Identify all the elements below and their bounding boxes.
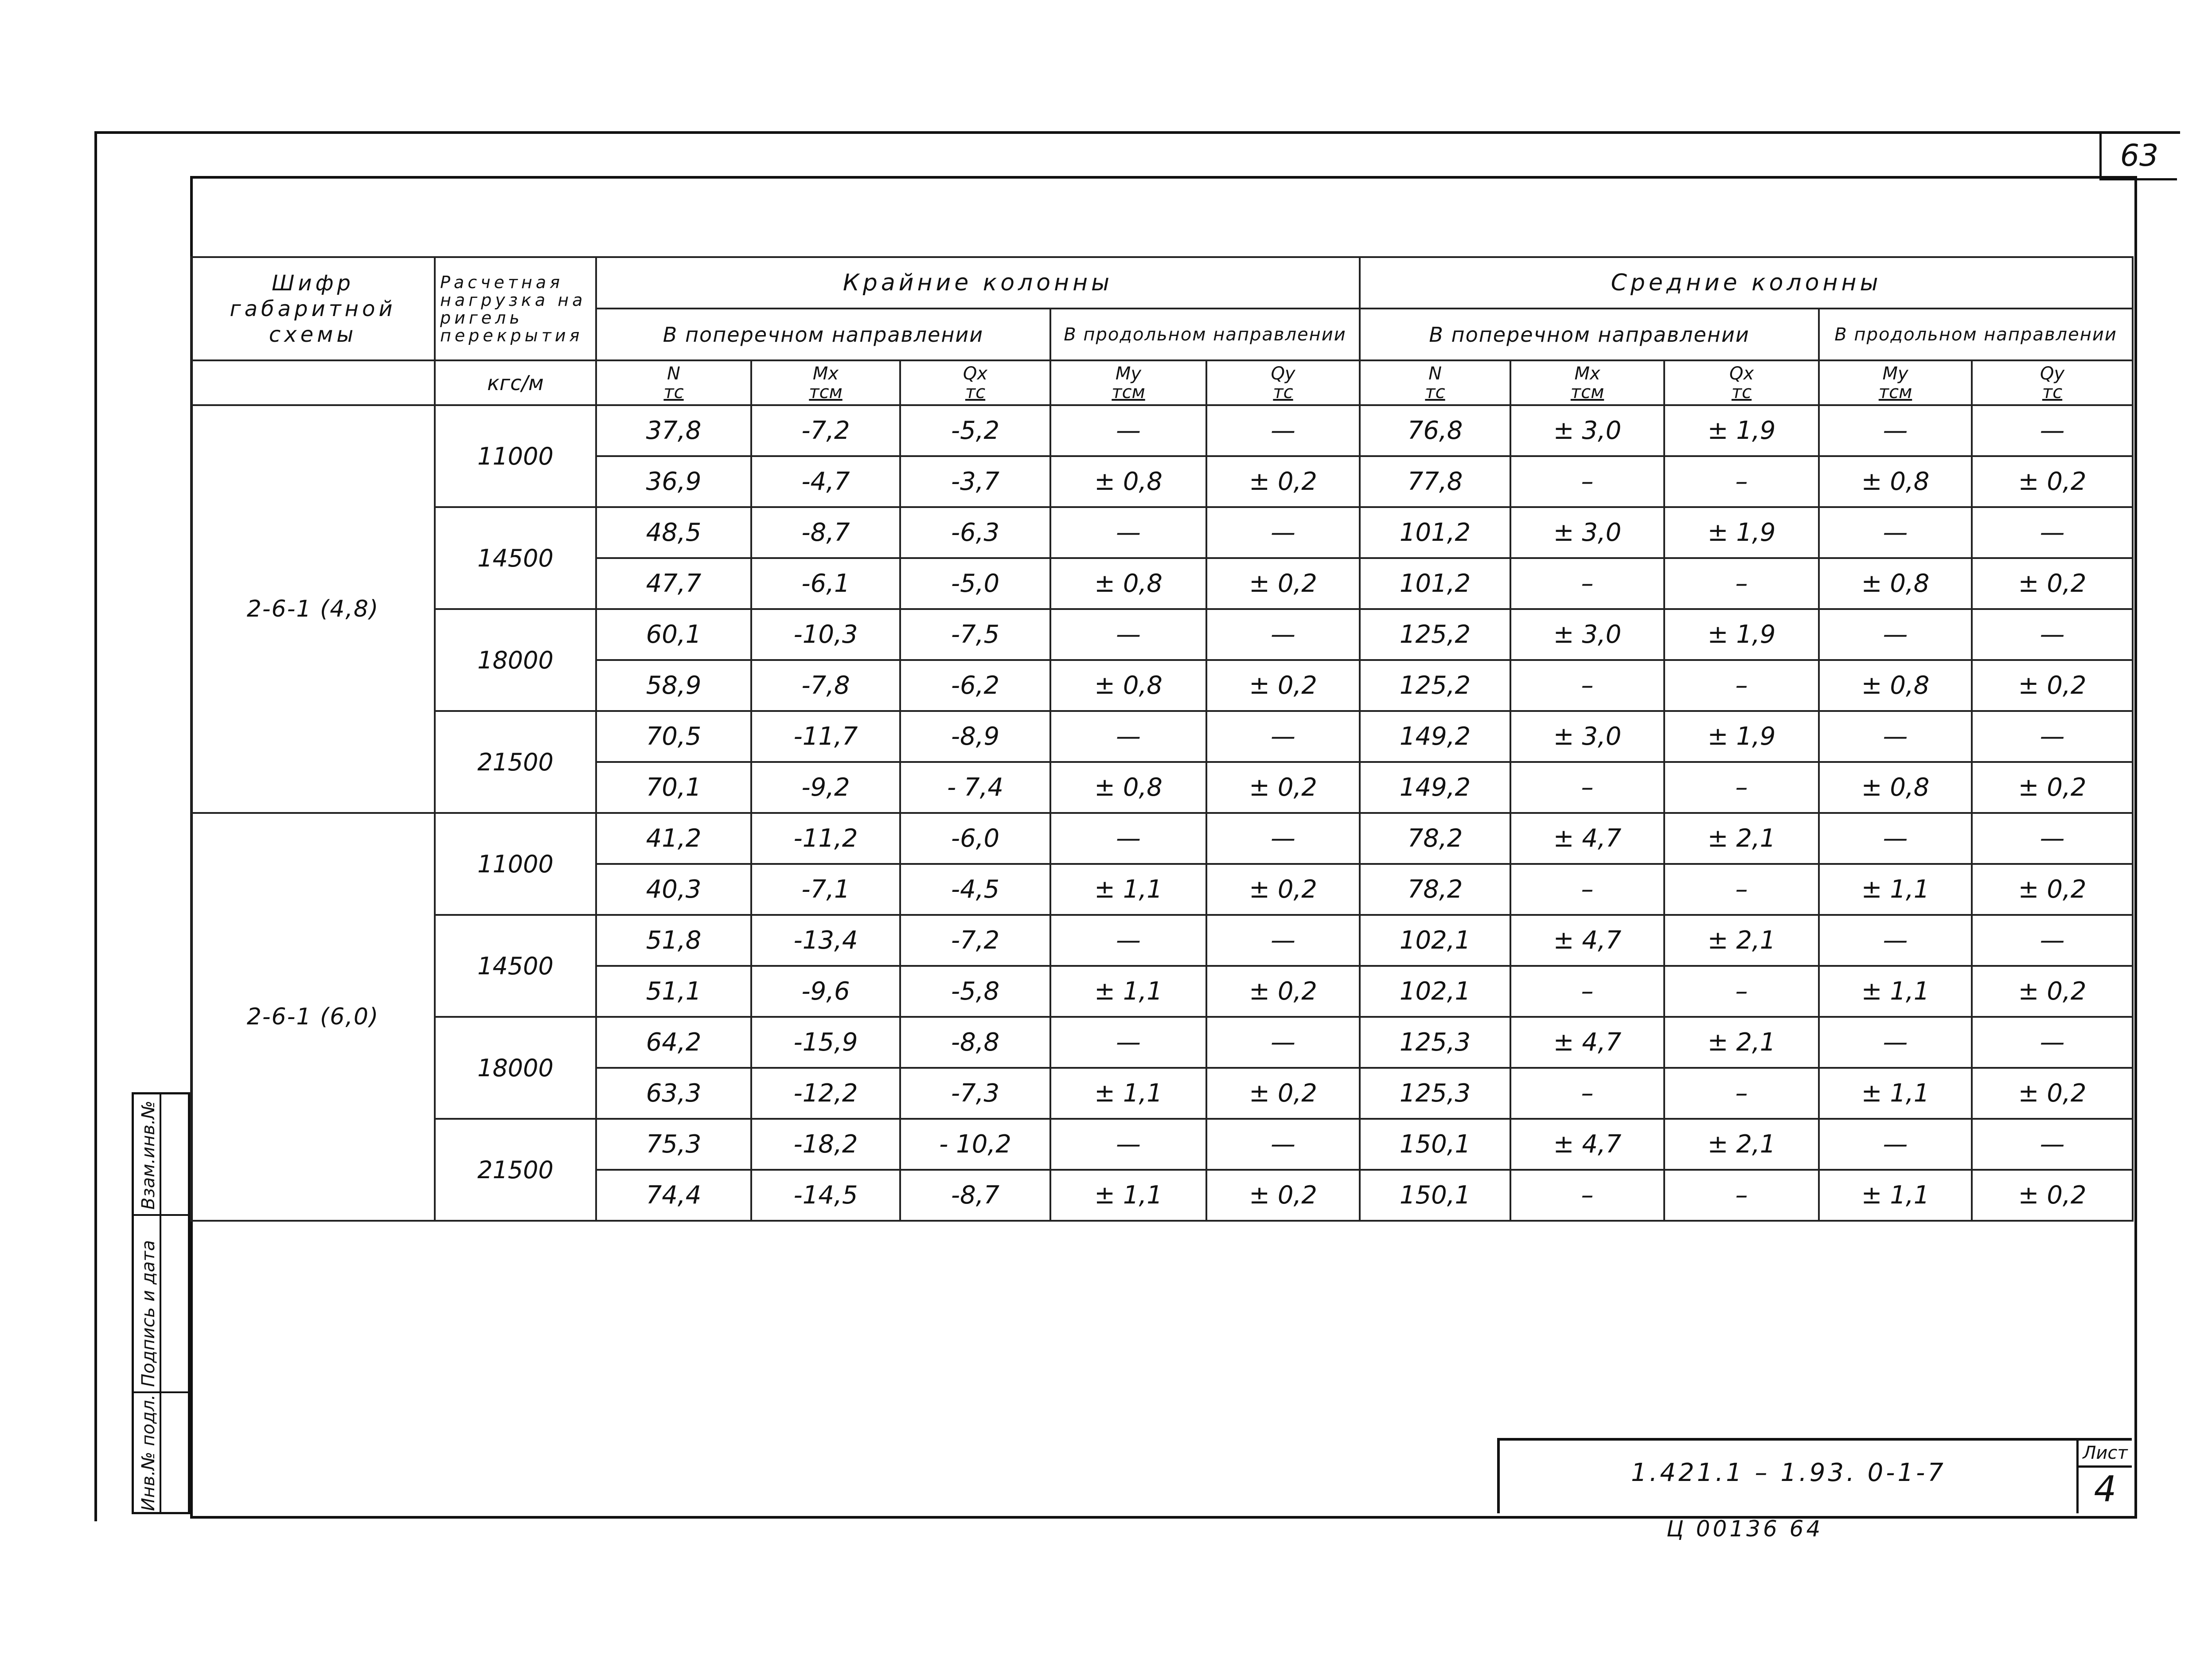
side-stamp — [132, 1092, 190, 1514]
table-cell: ± 1,9 — [1664, 405, 1819, 456]
table-cell: ± 1,1 — [1819, 966, 1972, 1017]
col-header-unit: тсм — [1878, 382, 1912, 402]
table-row — [191, 609, 2133, 660]
table-cell: ± 0,2 — [1206, 762, 1360, 813]
table-cell: – — [1510, 864, 1664, 915]
table-cell: -8,7 — [900, 1170, 1050, 1221]
table-cell: ± 0,8 — [1819, 558, 1972, 609]
col-header-unit: тс — [1425, 382, 1445, 402]
col-header-name: Qx — [1729, 363, 1754, 384]
table-cell: — — [1972, 1119, 2133, 1170]
table-cell: — — [1206, 1119, 1360, 1170]
table-cell: — — [1206, 813, 1360, 864]
sheet-box — [2076, 1441, 2132, 1513]
col-header-name: N — [1428, 363, 1442, 384]
table-row — [191, 507, 2133, 558]
header-edge-longitudinal: В продольном направлении — [1050, 309, 1360, 360]
table-cell: 101,2 — [1360, 507, 1510, 558]
table-cell: — — [1972, 1017, 2133, 1068]
table-cell: — — [1819, 507, 1972, 558]
table-cell: – — [1664, 558, 1819, 609]
table-cell: -14,5 — [751, 1170, 900, 1221]
col-header-name: N — [667, 363, 680, 384]
col-header — [751, 360, 900, 405]
header-code: Шифр габаритной схемы — [191, 257, 435, 360]
header-edge-columns: Крайние колонны — [596, 257, 1360, 309]
table-row — [191, 405, 2133, 456]
scheme-code: 2-6-1 (4,8) — [191, 405, 435, 813]
table-cell: — — [1972, 915, 2133, 966]
table-cell: — — [1972, 507, 2133, 558]
document-code: 1.421.1 – 1.93. 0-1-7 — [1631, 1458, 1946, 1487]
table-cell: — — [1819, 609, 1972, 660]
col-header — [1050, 360, 1206, 405]
side-stamp-row — [134, 1391, 188, 1393]
table-cell: - 7,4 — [900, 762, 1050, 813]
table-cell: ± 3,0 — [1510, 711, 1664, 762]
table-cell: 78,2 — [1360, 813, 1510, 864]
col-header-unit: тс — [663, 382, 684, 402]
table-cell: 76,8 — [1360, 405, 1510, 456]
load-value: 21500 — [435, 711, 596, 813]
col-header-name: Qy — [2040, 363, 2065, 384]
col-header — [1972, 360, 2133, 405]
col-header — [1206, 360, 1360, 405]
table-cell: ± 1,1 — [1050, 864, 1206, 915]
load-value: 14500 — [435, 507, 596, 609]
table-cell: 41,2 — [596, 813, 751, 864]
sheet-label: Лист — [2079, 1441, 2132, 1468]
table-cell: -12,2 — [751, 1068, 900, 1119]
table-cell: -3,7 — [900, 456, 1050, 507]
table-cell: -7,1 — [751, 864, 900, 915]
table-cell: ± 4,7 — [1510, 813, 1664, 864]
table-cell: — — [1819, 405, 1972, 456]
table-cell: — — [1206, 507, 1360, 558]
table-cell: -6,3 — [900, 507, 1050, 558]
table-cell: – — [1664, 864, 1819, 915]
table-cell: – — [1664, 762, 1819, 813]
forces-table — [190, 256, 2134, 1222]
table-cell: — — [1050, 915, 1206, 966]
header-edge-transverse: В поперечном направлении — [596, 309, 1050, 360]
header-code-blank — [191, 360, 435, 405]
table-cell: 125,2 — [1360, 609, 1510, 660]
table-cell: -7,2 — [751, 405, 900, 456]
inventory-number: Ц 00136 64 — [1666, 1516, 1823, 1542]
table-cell: ± 0,8 — [1050, 660, 1206, 711]
col-header — [1664, 360, 1819, 405]
table-cell: ± 1,1 — [1819, 1170, 1972, 1221]
table-cell: 70,1 — [596, 762, 751, 813]
table-cell: 149,2 — [1360, 762, 1510, 813]
table-cell: — — [1972, 609, 2133, 660]
table-cell: ± 1,1 — [1819, 864, 1972, 915]
table-cell: 125,3 — [1360, 1017, 1510, 1068]
table-cell: — — [1206, 711, 1360, 762]
table-cell: ± 0,2 — [1206, 864, 1360, 915]
table-cell: -7,3 — [900, 1068, 1050, 1119]
table-cell: ± 0,2 — [1972, 864, 2133, 915]
table-cell: — — [1972, 711, 2133, 762]
table-cell: — — [1050, 1017, 1206, 1068]
table-cell: -4,5 — [900, 864, 1050, 915]
table-row — [191, 915, 2133, 966]
table-cell: 64,2 — [596, 1017, 751, 1068]
stamp-inv-label: Инв.№ подл. — [138, 1394, 159, 1511]
table-cell: 58,9 — [596, 660, 751, 711]
table-cell: ± 1,9 — [1664, 609, 1819, 660]
col-header-name: Mx — [1574, 363, 1600, 384]
table-cell: -10,3 — [751, 609, 900, 660]
table-cell: ± 0,2 — [1206, 1068, 1360, 1119]
load-value: 18000 — [435, 609, 596, 711]
table-cell: – — [1664, 1170, 1819, 1221]
table-cell: 48,5 — [596, 507, 751, 558]
sheet-number: 4 — [2094, 1469, 2117, 1510]
col-header-name: My — [1115, 363, 1142, 384]
table-cell: – — [1510, 966, 1664, 1017]
table-cell: 60,1 — [596, 609, 751, 660]
table-cell: 40,3 — [596, 864, 751, 915]
col-header — [1510, 360, 1664, 405]
table-cell: -11,2 — [751, 813, 900, 864]
col-header-name: Mx — [812, 363, 839, 384]
table-cell: ± 2,1 — [1664, 915, 1819, 966]
table-cell: 77,8 — [1360, 456, 1510, 507]
header-middle-longitudinal: В продольном направлении — [1819, 309, 2133, 360]
table-cell: ± 1,1 — [1819, 1068, 1972, 1119]
col-header-name: My — [1882, 363, 1908, 384]
table-cell: — — [1819, 1119, 1972, 1170]
table-cell: – — [1510, 762, 1664, 813]
table-cell: ± 1,1 — [1050, 1068, 1206, 1119]
table-cell: – — [1664, 1068, 1819, 1119]
table-cell: ± 0,2 — [1206, 966, 1360, 1017]
table-cell: 125,2 — [1360, 660, 1510, 711]
table-cell: 125,3 — [1360, 1068, 1510, 1119]
table-cell: — — [1819, 813, 1972, 864]
table-cell: — — [1819, 1017, 1972, 1068]
table-cell: ± 1,9 — [1664, 507, 1819, 558]
table-cell: ± 1,1 — [1050, 1170, 1206, 1221]
table-row — [191, 1119, 2133, 1170]
table-cell: ± 2,1 — [1664, 1119, 1819, 1170]
table-cell: — — [1206, 609, 1360, 660]
stamp-sign-label: Подпись и дата — [138, 1240, 159, 1387]
table-cell: -9,6 — [751, 966, 900, 1017]
table-cell: 47,7 — [596, 558, 751, 609]
table-cell: — — [1819, 915, 1972, 966]
table-row — [191, 1017, 2133, 1068]
table-cell: 36,9 — [596, 456, 751, 507]
load-value: 14500 — [435, 915, 596, 1017]
table-cell: — — [1050, 609, 1206, 660]
col-header — [596, 360, 751, 405]
table-cell: — — [1050, 813, 1206, 864]
col-header-unit: тс — [1273, 382, 1293, 402]
side-stamp-divider — [160, 1094, 161, 1512]
table-cell: 102,1 — [1360, 966, 1510, 1017]
table-cell: ± 4,7 — [1510, 915, 1664, 966]
table-cell: -5,2 — [900, 405, 1050, 456]
table-cell: ± 2,1 — [1664, 1017, 1819, 1068]
table-cell: -4,7 — [751, 456, 900, 507]
table-cell: ± 0,2 — [1206, 1170, 1360, 1221]
load-value: 21500 — [435, 1119, 596, 1221]
table-cell: -8,9 — [900, 711, 1050, 762]
table-row — [191, 813, 2133, 864]
table-cell: -13,4 — [751, 915, 900, 966]
col-header-unit: тсм — [809, 382, 843, 402]
table-cell: ± 0,2 — [1972, 1170, 2133, 1221]
table-cell: ± 0,2 — [1972, 660, 2133, 711]
table-cell: — — [1050, 405, 1206, 456]
table-cell: — — [1972, 813, 2133, 864]
table-cell: 150,1 — [1360, 1119, 1510, 1170]
table-cell: ± 3,0 — [1510, 507, 1664, 558]
table-cell: ± 0,8 — [1050, 558, 1206, 609]
load-value: 11000 — [435, 813, 596, 915]
table-cell: 37,8 — [596, 405, 751, 456]
table-cell: 75,3 — [596, 1119, 751, 1170]
table-cell: ± 0,2 — [1972, 1068, 2133, 1119]
stamp-replace-label: Взам.инв.№ — [138, 1100, 159, 1210]
table-cell: — — [1050, 711, 1206, 762]
table-cell: -5,0 — [900, 558, 1050, 609]
table-cell: 74,4 — [596, 1170, 751, 1221]
header-load-unit: кгс/м — [435, 360, 596, 405]
table-cell: ± 2,1 — [1664, 813, 1819, 864]
col-header — [900, 360, 1050, 405]
header-middle-transverse: В поперечном направлении — [1360, 309, 1819, 360]
col-header-name: Qx — [963, 363, 988, 384]
table-cell: -6,2 — [900, 660, 1050, 711]
table-cell: – — [1510, 456, 1664, 507]
table-cell: — — [1972, 405, 2133, 456]
table-cell: -7,2 — [900, 915, 1050, 966]
table-cell: 51,8 — [596, 915, 751, 966]
table-cell: ± 0,2 — [1972, 966, 2133, 1017]
table-cell: — — [1206, 1017, 1360, 1068]
table-cell: 149,2 — [1360, 711, 1510, 762]
table-cell: -6,0 — [900, 813, 1050, 864]
scheme-code: 2-6-1 (6,0) — [191, 813, 435, 1221]
table-row — [191, 711, 2133, 762]
table-cell: ± 0,2 — [1206, 660, 1360, 711]
table-cell: -8,7 — [751, 507, 900, 558]
table-cell: -7,5 — [900, 609, 1050, 660]
col-header-unit: тсм — [1570, 382, 1604, 402]
table-cell: – — [1664, 660, 1819, 711]
table-cell: - 10,2 — [900, 1119, 1050, 1170]
page-number: 63 — [2099, 134, 2177, 180]
table-cell: -15,9 — [751, 1017, 900, 1068]
header-middle-columns: Средние колонны — [1360, 257, 2133, 309]
table-cell: -18,2 — [751, 1119, 900, 1170]
table-cell: – — [1664, 456, 1819, 507]
table-cell: — — [1206, 915, 1360, 966]
side-stamp-row — [134, 1214, 188, 1216]
table-cell: ± 1,9 — [1664, 711, 1819, 762]
table-cell: 51,1 — [596, 966, 751, 1017]
table-cell: — — [1819, 711, 1972, 762]
col-header-unit: тс — [1731, 382, 1752, 402]
col-header-name: Qy — [1271, 363, 1295, 384]
table-cell: -7,8 — [751, 660, 900, 711]
load-value: 18000 — [435, 1017, 596, 1119]
table-cell: ± 0,2 — [1972, 558, 2133, 609]
table-cell: ± 3,0 — [1510, 405, 1664, 456]
table-cell: – — [1510, 1170, 1664, 1221]
table-cell: 150,1 — [1360, 1170, 1510, 1221]
table-cell: – — [1664, 966, 1819, 1017]
table-cell: 101,2 — [1360, 558, 1510, 609]
table-cell: 78,2 — [1360, 864, 1510, 915]
table-cell: ± 0,2 — [1206, 558, 1360, 609]
table-cell: ± 1,1 — [1050, 966, 1206, 1017]
col-header-unit: тс — [965, 382, 986, 402]
col-header — [1819, 360, 1972, 405]
table-cell: 63,3 — [596, 1068, 751, 1119]
load-value: 11000 — [435, 405, 596, 507]
table-cell: — — [1050, 507, 1206, 558]
table-cell: ± 0,8 — [1819, 456, 1972, 507]
table-cell: – — [1510, 660, 1664, 711]
table-cell: ± 0,2 — [1972, 456, 2133, 507]
table-cell: ± 0,8 — [1819, 762, 1972, 813]
table-cell: ± 0,2 — [1206, 456, 1360, 507]
table-cell: -9,2 — [751, 762, 900, 813]
col-header-unit: тсм — [1112, 382, 1145, 402]
table-cell: – — [1510, 558, 1664, 609]
table-cell: ± 4,7 — [1510, 1119, 1664, 1170]
table-cell: ± 0,8 — [1050, 762, 1206, 813]
table-cell: ± 0,2 — [1972, 762, 2133, 813]
table-cell: -5,8 — [900, 966, 1050, 1017]
table-cell: -8,8 — [900, 1017, 1050, 1068]
table-cell: 70,5 — [596, 711, 751, 762]
table-cell: – — [1510, 1068, 1664, 1119]
table-cell: ± 0,8 — [1819, 660, 1972, 711]
table-cell: ± 0,8 — [1050, 456, 1206, 507]
table-cell: ± 3,0 — [1510, 609, 1664, 660]
table-cell: -11,7 — [751, 711, 900, 762]
table-cell: -6,1 — [751, 558, 900, 609]
table-cell: 102,1 — [1360, 915, 1510, 966]
table-cell: — — [1206, 405, 1360, 456]
col-header-unit: тс — [2042, 382, 2063, 402]
col-header — [1360, 360, 1510, 405]
table-cell: ± 4,7 — [1510, 1017, 1664, 1068]
table-cell: — — [1050, 1119, 1206, 1170]
header-load: Расчетная нагрузка на ригель перекрытия — [435, 257, 596, 360]
